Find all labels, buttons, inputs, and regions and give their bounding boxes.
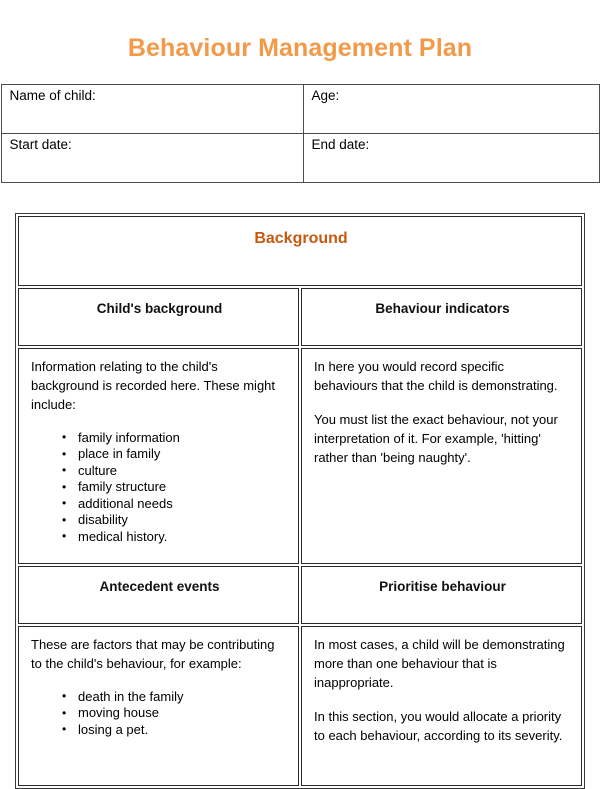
bullet-list-antecedent-events (31, 689, 288, 739)
behaviour-plan-table (15, 213, 585, 789)
table-row (1, 133, 599, 182)
column-header-antecedent-events (18, 566, 299, 624)
field-name-of-child[interactable]: Name of child: (1, 84, 303, 133)
column-header-behaviour-indicators (301, 288, 582, 346)
field-end-date[interactable]: End date: (303, 133, 599, 182)
document-page (0, 17, 600, 743)
table-row-background-headers (18, 288, 582, 346)
paragraph: Information relating to the child's background is recorded here. These might include: (31, 358, 276, 412)
table-row-background-body (18, 348, 582, 564)
list-item: • moving house (62, 705, 288, 722)
page-title: Behaviour Management Plan (127, 33, 473, 62)
list-item: • losing a pet. (62, 722, 288, 739)
list-item: • place in family (62, 446, 288, 463)
column-header-prioritise-behaviour (301, 566, 582, 624)
paragraph: In here you would record specific behaviours that the child is demonstrating. (314, 358, 558, 393)
list-item: • family structure (62, 479, 288, 496)
cell-childs-background-content[interactable] (18, 348, 299, 564)
section-banner-label: Background (254, 229, 348, 247)
list-item: • family information (62, 430, 288, 447)
column-header-label: Child's background (96, 300, 223, 316)
column-header-label: Antecedent events (99, 578, 220, 594)
cell-behaviour-indicators-content[interactable] (301, 348, 582, 564)
table-row (1, 84, 599, 133)
field-age[interactable]: Age: (303, 84, 599, 133)
column-header-label: Behaviour indicators (375, 300, 510, 316)
list-item: • culture (62, 463, 288, 480)
list-item: • death in the family (62, 689, 288, 706)
paragraph: In most cases, a child will be demonstrating more than one behaviour that is inappropriate. (314, 636, 565, 690)
table-row-antecedent-headers (18, 566, 582, 624)
list-item: • disability (62, 512, 288, 529)
paragraph: These are factors that may be contributing to the child's behaviour, for example: (31, 636, 275, 671)
bullet-list-childs-background (31, 430, 288, 546)
column-header-childs-background (18, 288, 299, 346)
paragraph: You must list the exact behaviour, not your interpretation of it. For example, 'hitting' rather than 'being naughty'. (314, 411, 558, 465)
section-banner-background (18, 216, 582, 286)
column-header-label: Prioritise behaviour (379, 578, 506, 594)
child-details-table (1, 84, 600, 183)
list-item: • additional needs (62, 496, 288, 513)
list-item: • medical history. (62, 529, 288, 546)
paragraph: In this section, you would allocate a priority to each behaviour, according to its severity. (314, 708, 563, 743)
field-start-date[interactable]: Start date: (1, 133, 303, 182)
table-row-background-banner (18, 216, 582, 286)
